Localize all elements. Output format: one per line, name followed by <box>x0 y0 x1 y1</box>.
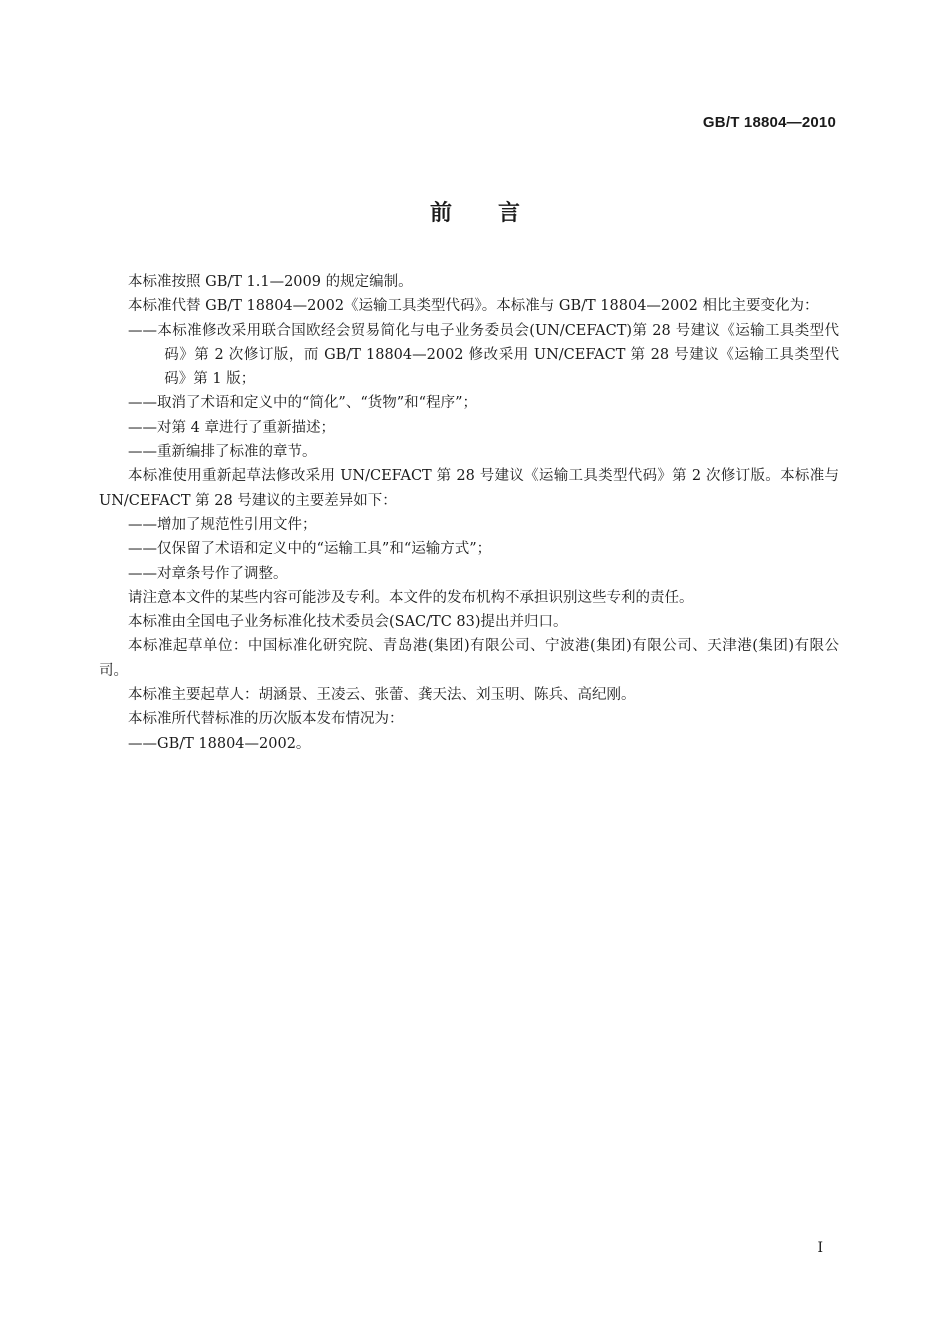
dash-item: ——重新编排了标准的章节。 <box>128 444 317 461</box>
dash-item: ——仅保留了术语和定义中的“运输工具”和“运输方式”； <box>128 541 492 558</box>
paragraph: 本标准代替 GB/T 18804—2002《运输工具类型代码》。本标准与 GB/T 18804—2002 相比主要变化为： <box>128 298 819 315</box>
standard-code: GB/T 18804—2010 <box>702 114 836 131</box>
paragraph: 本标准所代替标准的历次版本发布情况为： <box>128 711 404 728</box>
page-number: I <box>817 1240 823 1256</box>
page-title: 前言 <box>429 200 566 226</box>
document-body <box>99 270 839 756</box>
dash-item: ——本标准修改采用联合国欧经会贸易简化与电子业务委员会(UN/CEFACT)第 28 号建议《运输工具类型代码》第 2 次修订版，而 GB/T 18804—2002 修改采用 UN/CEFACT 第 28 号建议《运输工具类型代码》第 1 版； <box>128 322 839 388</box>
paragraph: 请注意本文件的某些内容可能涉及专利。本文件的发布机构不承担识别这些专利的责任。 <box>128 589 694 606</box>
dash-item: ——GB/T 18804—2002。 <box>128 735 311 752</box>
paragraph: 本标准主要起草人：胡涵景、王凌云、张蕾、龚天法、刘玉明、陈兵、高纪刚。 <box>128 687 636 704</box>
dash-item: ——取消了术语和定义中的“简化”、“货物”和“程序”； <box>128 395 477 412</box>
paragraph: 本标准按照 GB/T 1.1—2009 的规定编制。 <box>128 274 413 290</box>
dash-item: ——增加了规范性引用文件； <box>128 516 317 533</box>
paragraph: 本标准使用重新起草法修改采用 UN/CEFACT 第 28 号建议《运输工具类型代码》第 2 次修订版。本标准与 UN/CEFACT 第 28 号建议的主要差异如下： <box>99 468 839 509</box>
dash-item: ——对章条号作了调整。 <box>128 565 288 582</box>
paragraph: 本标准由全国电子业务标准化技术委员会(SAC/TC 83)提出并归口。 <box>128 614 568 631</box>
paragraph: 本标准起草单位：中国标准化研究院、青岛港(集团)有限公司、宁波港(集团)有限公司、天津港(集团)有限公司。 <box>99 638 839 679</box>
dash-item: ——对第 4 章进行了重新描述； <box>128 419 335 436</box>
